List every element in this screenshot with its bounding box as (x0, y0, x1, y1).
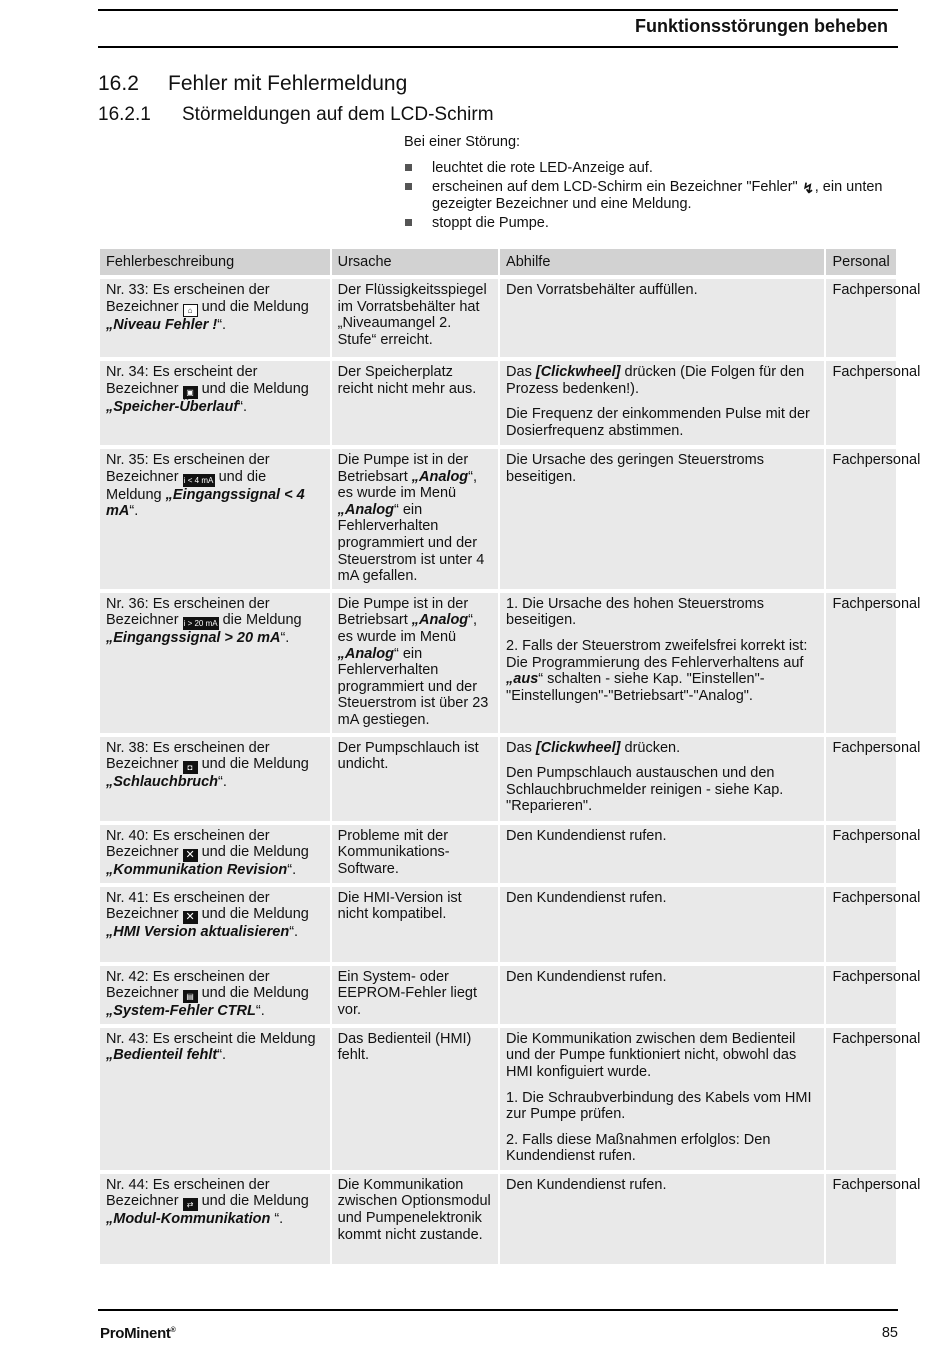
staff-cell: Fachpersonal (826, 1174, 896, 1264)
list-item (404, 215, 904, 232)
table-header-row (100, 249, 896, 275)
table-row (100, 361, 896, 445)
list-item-text: erscheinen auf dem LCD-Schirm ein Bezeichner "Fehler" (432, 179, 802, 196)
remedy-cell: Den Kundendienst rufen. (500, 966, 824, 1024)
staff-cell: Fachpersonal (826, 825, 896, 883)
page-number: 85 (881, 1325, 898, 1341)
table-row (100, 449, 896, 589)
remedy-cell: Die Ursache des geringen Steuerstroms beseitigen. (500, 449, 824, 589)
subsection-title: Störmeldungen auf dem LCD-Schirm (182, 104, 494, 125)
staff-cell: Fachpersonal (826, 966, 896, 1024)
column-header: Personal (826, 249, 896, 275)
intro-list (404, 160, 904, 232)
remedy-cell: Das [Clickwheel] drücken. Den Pumpschlauch austauschen und den Schlauchbruchmelder reinigen - siehe Kap. "Reparieren". (500, 737, 824, 821)
column-header: Fehlerbeschreibung (100, 249, 330, 275)
intro-block (404, 134, 904, 235)
description-cell: Nr. 35: Es erscheinen der Bezeichner i < 4 mA und die Meldung „Eingangssignal < 4 mA“. (100, 449, 330, 589)
footer-rule (98, 1309, 898, 1311)
staff-cell: Fachpersonal (826, 737, 896, 821)
cause-cell: Das Bedienteil (HMI) fehlt. (332, 1028, 498, 1170)
table-row (100, 1028, 896, 1170)
description-cell: Nr. 44: Es erscheinen der Bezeichner ⇄ und die Meldung „Modul-Kommunikation “. (100, 1174, 330, 1264)
staff-cell: Fachpersonal (826, 1028, 896, 1170)
subsection-heading (98, 104, 494, 126)
cause-cell: Die Kommunikation zwischen Optionsmodul und Pumpenelektronik kommt nicht zustande. (332, 1174, 498, 1264)
cause-cell: Der Pumpschlauch ist undicht. (332, 737, 498, 821)
list-item (404, 179, 904, 212)
subsection-number: 16.2.1 (98, 104, 151, 125)
section-number: 16.2 (98, 72, 139, 95)
cause-cell: Der Speicherplatz reicht nicht mehr aus. (332, 361, 498, 445)
description-cell: Nr. 36: Es erscheinen der Bezeichner i > 20 mA die Meldung „Eingangssignal > 20 mA“. (100, 593, 330, 733)
list-item (404, 160, 904, 177)
table-row (100, 279, 896, 357)
cause-cell: Der Flüssigkeitsspiegel im Vorratsbehälter hat „Niveaumangel 2. Stufe“ erreicht. (332, 279, 498, 357)
remedy-cell: 1. Die Ursache des hohen Steuerstroms beseitigen. 2. Falls der Steuerstrom zweifelsfrei korrekt ist: Die Programmierung des Fehlerverhaltens auf „aus“ schalten - siehe Kap. "Einstellen"-"Einstellungen"-"Betriebsart"-"Analog". (500, 593, 824, 733)
remedy-cell: Den Kundendienst rufen. (500, 825, 824, 883)
current-low-icon: i < 4 mA (183, 475, 214, 485)
hmi-version-icon: ✕ (183, 911, 198, 924)
running-header: Funktionsstörungen beheben (634, 16, 888, 36)
section-title: Fehler mit Fehlermeldung (168, 72, 408, 95)
list-item-text: , ein unten gezeigter Bezeichner und eine Meldung. (432, 179, 883, 212)
description-cell: Nr. 33: Es erscheinen der Bezeichner ⌂ und die Meldung „Niveau Fehler !“. (100, 279, 330, 357)
list-item-text: stoppt die Pumpe. (432, 215, 549, 232)
intro-lead: Bei einer Störung: (404, 134, 521, 150)
staff-cell: Fachpersonal (826, 593, 896, 733)
remedy-cell: Den Kundendienst rufen. (500, 1174, 824, 1264)
description-cell: Nr. 34: Es erscheint der Bezeichner ▣ und die Meldung „Speicher-Überlauf“. (100, 361, 330, 445)
table-row (100, 593, 896, 733)
section-heading (98, 72, 407, 96)
top-rule (98, 9, 898, 11)
error-flash-icon: ↯ (802, 180, 815, 197)
cause-cell: Die Pumpe ist in der Betriebsart „Analog“, es wurde im Menü „Analog“ ein Fehlerverhalten programmiert und der Steuerstrom ist unter 4 mA gefallen. (332, 449, 498, 589)
current-high-icon: i > 20 mA (183, 619, 218, 629)
column-header: Abhilfe (500, 249, 824, 275)
cause-cell: Die Pumpe ist in der Betriebsart „Analog“, es wurde im Menü „Analog“ ein Fehlerverhalten programmiert und der Steuerstrom ist über 23 mA gestiegen. (332, 593, 498, 733)
error-table (98, 245, 921, 1268)
staff-cell: Fachpersonal (826, 279, 896, 357)
staff-cell: Fachpersonal (826, 887, 896, 962)
staff-cell: Fachpersonal (826, 449, 896, 589)
level-icon: ⌂ (183, 304, 198, 317)
memory-overflow-icon: ▣ (183, 386, 198, 399)
table-row (100, 887, 896, 962)
list-item-text: leuchtet die rote LED-Anzeige auf. (432, 159, 653, 176)
description-cell: Nr. 41: Es erscheinen der Bezeichner ✕ und die Meldung „HMI Version aktualisieren“. (100, 887, 330, 962)
system-error-icon: ▤ (183, 990, 198, 1003)
column-header: Ursache (332, 249, 498, 275)
communication-error-icon: ✕ (183, 849, 198, 862)
cause-cell: Probleme mit der Kommunikations-Software. (332, 825, 498, 883)
description-cell: Nr. 38: Es erscheinen der Bezeichner ◘ und die Meldung „Schlauchbruch“. (100, 737, 330, 821)
staff-cell: Fachpersonal (826, 361, 896, 445)
description-cell: Nr. 42: Es erscheinen der Bezeichner ▤ und die Meldung „System-Fehler CTRL“. (100, 966, 330, 1024)
remedy-cell: Den Kundendienst rufen. (500, 887, 824, 962)
table-row (100, 966, 896, 1024)
description-cell: Nr. 43: Es erscheint die Meldung „Bedienteil fehlt“. (100, 1028, 330, 1170)
table-row (100, 737, 896, 821)
table-row (100, 825, 896, 883)
table-row (100, 1174, 896, 1264)
remedy-cell: Den Vorratsbehälter auffüllen. (500, 279, 824, 357)
description-cell: Nr. 40: Es erscheinen der Bezeichner ✕ und die Meldung „Kommunikation Revision“. (100, 825, 330, 883)
remedy-cell: Die Kommunikation zwischen dem Bedienteil und der Pumpe funktioniert nicht, obwohl das HMI konfiguiert wurde. 1. Die Schraubverbindung des Kabels vom HMI zur Pumpe prüfen. 2. Falls diese Maßnahmen erfolglos: Den Kundendienst rufen. (500, 1028, 824, 1170)
brand-logo: ProMinent® (100, 1325, 176, 1342)
cause-cell: Ein System- oder EEPROM-Fehler liegt vor. (332, 966, 498, 1024)
cause-cell: Die HMI-Version ist nicht kompatibel. (332, 887, 498, 962)
remedy-cell: Das [Clickwheel] drücken (Die Folgen für den Prozess bedenken!). Die Frequenz der einkommenden Pulse mit der Dosierfrequenz abstimmen. (500, 361, 824, 445)
header-rule (98, 46, 898, 48)
hose-rupture-icon: ◘ (183, 761, 198, 774)
module-communication-icon: ⇄ (183, 1198, 198, 1211)
